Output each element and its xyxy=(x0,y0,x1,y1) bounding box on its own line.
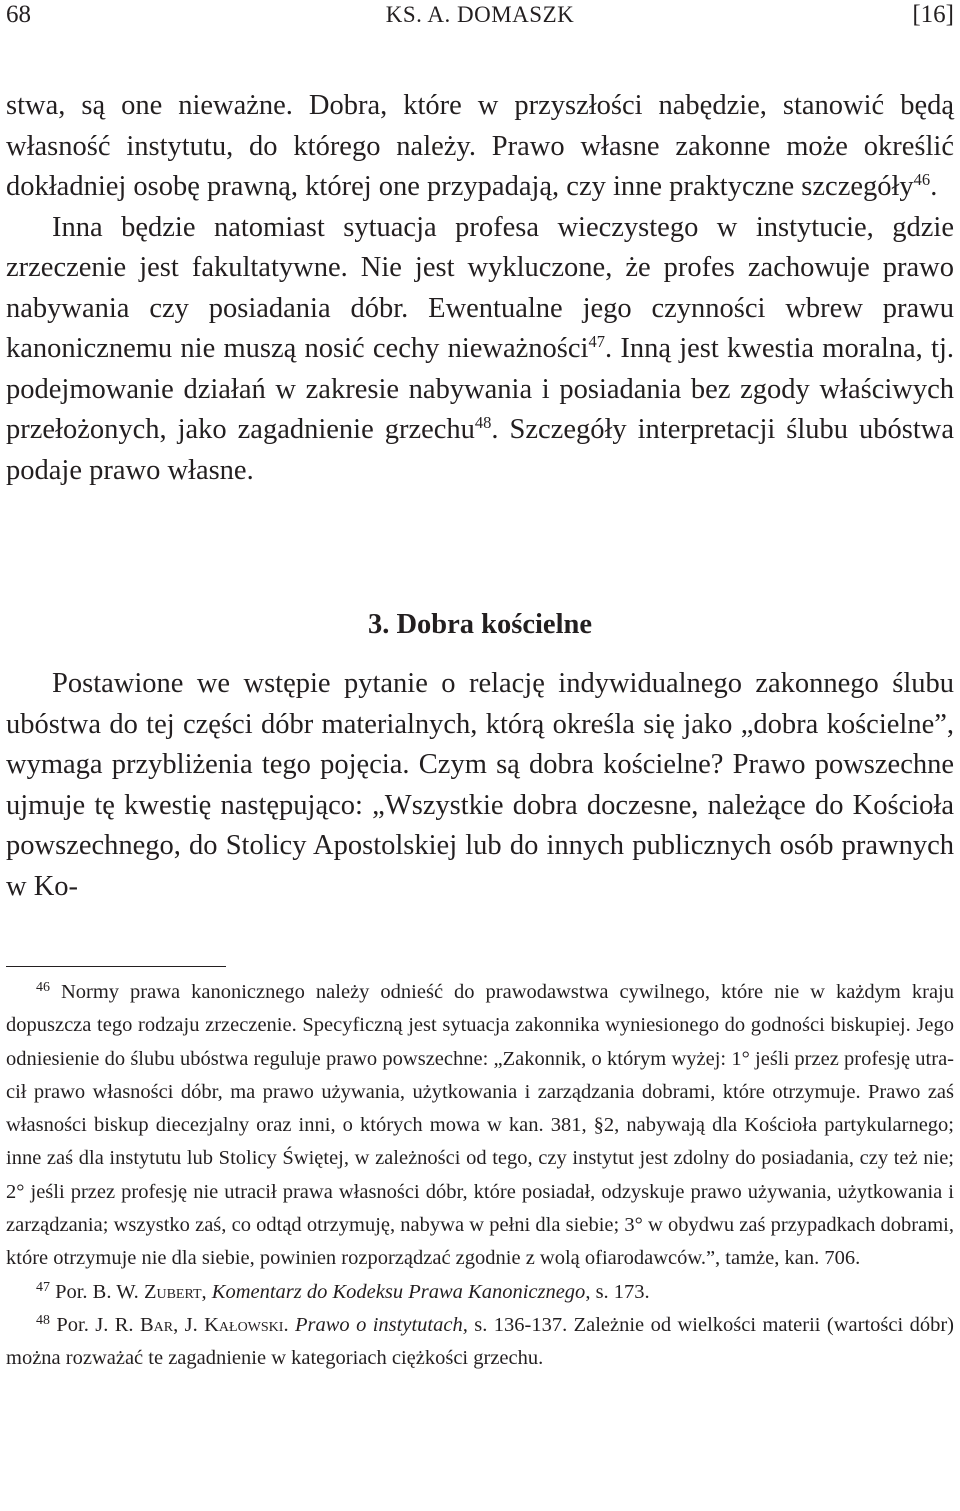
work-title: Komentarz do Kodeksu Prawa Kanonicznego xyxy=(211,1280,586,1303)
footnote-ref-46[interactable]: 46 xyxy=(913,169,931,189)
running-title: KS. A. DOMASZK xyxy=(385,2,575,27)
footnote-number: 47 xyxy=(36,1279,50,1295)
footnote-46: $^{46}$ Normy prawa kanonicznego należy odnieść do prawodawstwa cywilnego, które nie w każdym kraju dopuszcza tego rodzaju zrzeczenie. Specyficzną jest sytuacja zakonnika wyniesionego do godności biskupiej. Jego odniesienie do ślubu ubóstwa reguluje prawo powszechne: „Zakonnik, o którym wyżej: 1° jeśli przez profesję utracił prawo własności dóbr, ma prawo używania, użytkowania i zarządzania dobrami, które otrzymuje. Prawo zaś własności biskup diecezjalny oraz inni, o których mowa w kan. 381, §2, nabywają dla Kościoła partykularnego; inne zaś dla instytutu lub Stolicy Świętej, w zależności od tego, czy instytut jest zdolny do posiadania, czy też nie; 2° jeśli przez profesję nie utracił prawa własności dóbr, które posiadał, odzyskuje prawo używania, użytkowania i zarządzania; wszystko zaś, co odtąd otrzymuję, nabywa w pełni dla siebie; 3° w obydwu zaś przypadkach dobrami, które otrzymuje nie dla siebie, powinien rozporządzać zgodnie z wolą ofiarodawców.”, tamże, kan. 706. xyxy=(6,980,954,1270)
footnotes xyxy=(6,976,954,1376)
paragraph: Postawione we wstępie pytanie o relację indywidualnego zakonnego ślubu ubóstwa do tej części dóbr materialnych, którą określa się jako „dobra kościelne”, wymaga przybliżenia tego pojęcia. Czym są dobra kościelne? Prawo powszechne ujmuje tę kwestię następująco: „Wszystkie dobra doczesne, należące do Kościoła powszechnego, do Stolicy Apostolskiej lub do innych publicznych osób prawnych w Ko- xyxy=(6,668,954,902)
author-name: Zubert xyxy=(143,1280,202,1303)
author-name: Kałowski xyxy=(204,1313,284,1336)
section-number: [16] xyxy=(912,1,954,28)
body-text-lower xyxy=(6,664,954,907)
footnote-number: 46 xyxy=(36,980,50,996)
work-title: Prawo o instytutach, xyxy=(295,1313,468,1336)
footnote-48: $^{48}$ Por. J. R. Bar, J. Kałowski. Prawo o instytutach, s. 136-137. Zależnie od wielkości materii (wartości dóbr) można rozważać te zagadnienie w kategoriach ciężkości grzechu. xyxy=(6,1313,954,1370)
section-heading: 3. Dobra kościelne xyxy=(367,609,593,640)
body-text-upper xyxy=(6,86,954,491)
page-number: 68 xyxy=(6,1,31,28)
footnote-ref-48[interactable]: 48 xyxy=(474,412,492,432)
running-header xyxy=(6,0,954,30)
footnote-47: $^{47}$ Por. B. W. Zubert, Komentarz do Kodeksu Prawa Kanonicznego, s. 173. xyxy=(36,1279,650,1303)
footnote-ref-47[interactable]: 47 xyxy=(588,331,605,351)
footnote-separator xyxy=(6,966,226,967)
paragraph: Inna będzie natomiast sytuacja profesa wieczystego w instytucie, gdzie zrzeczenie jest fakultatywne. Nie jest wykluczone, że profes zachowuje prawo nabywania czy posiadania dóbr. Ewentualne jego czynności wbrew prawu kanonicznemu nie muszą nosić cechy nieważności$^{47}$. Inną jest kwestia moralna, tj. podejmowanie działań w zakresie nabywania i posiadania bez zgody właściwych przełożonych, jako zagadnienie grzechu$^{48}$. Szczegóły interpretacji ślubu ubóstwa podaje prawo własne. xyxy=(6,211,954,486)
footnote-number: 48 xyxy=(36,1313,50,1328)
author-name: Bar xyxy=(139,1313,174,1336)
paragraph: stwa, są one nieważne. Dobra, które w przyszłości nabędzie, stanowić będą własność instytutu, do którego należy. Prawo własne zakonne może określić dokładniej osobę prawną, której one przypadają, czy inne praktyczne szczegóły$^{46}$. xyxy=(6,90,954,202)
